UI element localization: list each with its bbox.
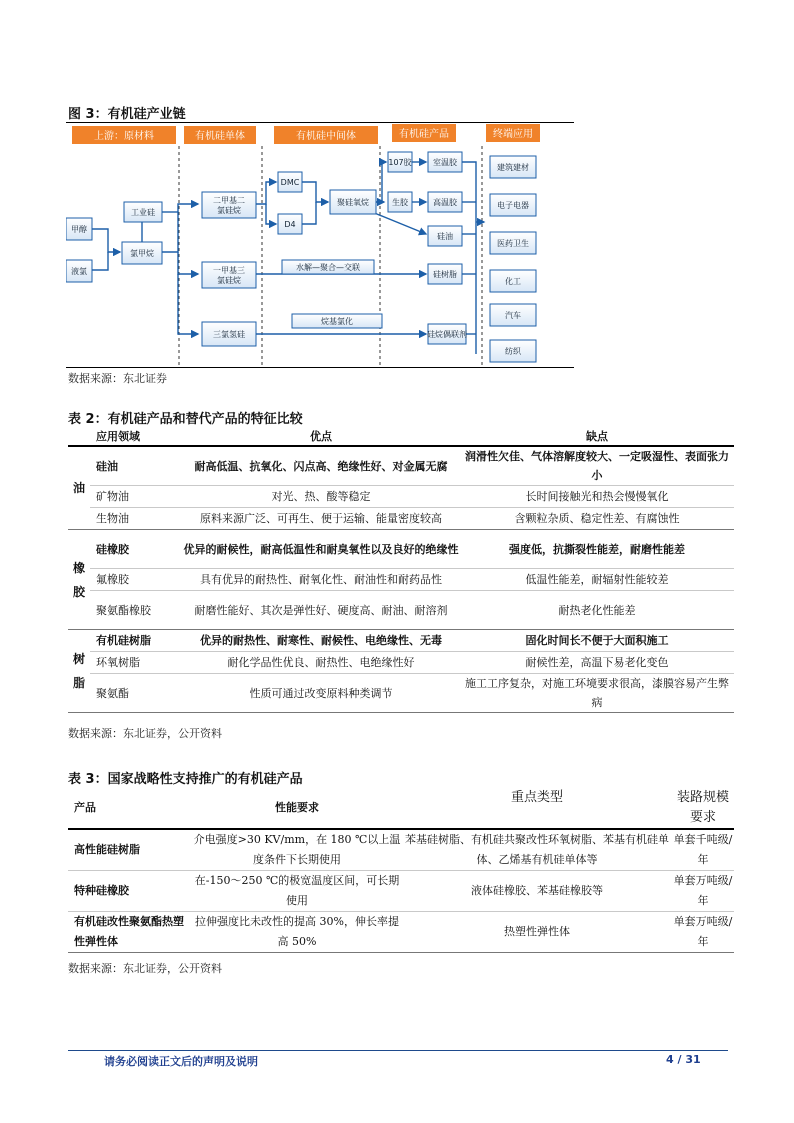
table-row: 矿物油 对光、热、酸等稳定 长时间接触光和热会慢慢氧化: [68, 486, 734, 508]
footer-divider: [68, 1050, 728, 1051]
svg-text:聚硅氧烷: 聚硅氧烷: [337, 198, 369, 207]
svg-text:107胶: 107胶: [388, 158, 412, 167]
table-row: 高性能硅树脂 介电强度>30 KV/mm，在 180 ℃以上温度条件下长期使用 苯基硅树脂、有机硅共聚改性环氧树脂、苯基有机硅单体、乙烯基有机硅单体等 单套千吨级/年: [68, 829, 734, 871]
stage-header-raw-text: 上游：原材料: [94, 131, 154, 142]
svg-text:硅烷偶联剂: 硅烷偶联剂: [427, 330, 467, 339]
svg-text:电子电器: 电子电器: [497, 201, 529, 210]
group-label-oil: 油: [68, 446, 90, 530]
strategic-products-table: [68, 788, 734, 953]
group-label-resin: 树脂: [68, 630, 90, 713]
comparison-table: [68, 428, 734, 713]
svg-text:烷基氯化: 烷基氯化: [321, 317, 353, 326]
table3-source: 数据来源：东北证券，公开资料: [68, 962, 222, 975]
table-row: 橡胶 硅橡胶 优异的耐候性，耐高低温性和耐臭氧性以及良好的绝缘性 强度低，抗撕裂性能差，耐磨性能差: [68, 530, 734, 569]
stage-header-terminal-text: 终端应用: [493, 129, 533, 140]
svg-text:氯硅烷: 氯硅烷: [217, 206, 241, 215]
svg-text:化工: 化工: [505, 277, 521, 286]
page-number: 4 / 31: [666, 1053, 701, 1066]
svg-text:三氯氢硅: 三氯氢硅: [213, 330, 245, 339]
header-field: 应用领域: [90, 428, 182, 446]
table-header-row: 产品 性能要求 重点类型 装路规模要求: [68, 788, 734, 829]
table-row: 特种硅橡胶 在-150～250 ℃的极宽温度区间，可长期使用 液体硅橡胶、苯基硅橡胶等 单套万吨级/年: [68, 871, 734, 912]
footer-disclaimer: 请务必阅读正文后的声明及说明: [104, 1055, 258, 1068]
svg-text:生胶: 生胶: [392, 198, 408, 207]
figure-source: 数据来源：东北证券: [68, 372, 167, 385]
svg-text:二甲基二: 二甲基二: [213, 196, 245, 205]
group-label-rubber: 橡胶: [68, 530, 90, 630]
header-pros: 优点: [182, 428, 460, 446]
table-row: 生物油 原料来源广泛、可再生、便于运输、能量密度较高 含颗粒杂质、稳定性差、有腐蚀性: [68, 508, 734, 530]
svg-text:硅树脂: 硅树脂: [433, 270, 457, 279]
svg-text:纺织: 纺织: [505, 347, 521, 356]
svg-text:高温胶: 高温胶: [433, 198, 457, 207]
stage-header-product-text: 有机硅产品: [399, 129, 449, 140]
table-row: 有机硅改性聚氨酯热塑性弹性体 拉伸强度比未改性的提高 30%，伸长率提高 50% 热塑性弹性体 单套万吨级/年: [68, 912, 734, 953]
table3-caption: 表 3：国家战略性支持推广的有机硅产品: [68, 772, 303, 787]
table-row: 氟橡胶 具有优异的耐热性、耐氧化性、耐油性和耐药品性 低温性能差，耐辐射性能较差: [68, 569, 734, 591]
table-row: 聚氨酯橡胶 耐磨性能好、其次是弹性好、硬度高、耐油、耐溶剂 耐热老化性能差: [68, 591, 734, 630]
svg-text:医药卫生: 医药卫生: [497, 239, 529, 248]
svg-text:氯甲烷: 氯甲烷: [130, 249, 154, 258]
svg-text:DMC: DMC: [280, 178, 300, 187]
svg-text:汽车: 汽车: [505, 311, 521, 320]
table-header-row: [68, 428, 734, 446]
svg-text:水解—聚合—交联: 水解—聚合—交联: [296, 263, 360, 272]
svg-text:工业硅: 工业硅: [131, 208, 155, 217]
stage-header-monomer-text: 有机硅单体: [195, 131, 245, 142]
industry-chain-diagram: [66, 122, 574, 368]
table-row: 环氧树脂 耐化学品性优良、耐热性、电绝缘性好 耐候性差，高温下易老化变色: [68, 652, 734, 674]
svg-text:D4: D4: [284, 220, 296, 229]
table-row: 树脂 有机硅树脂 优异的耐热性、耐寒性、耐候性、电绝缘性、无毒 固化时间长不便于大面积施工: [68, 630, 734, 652]
table2-caption: 表 2：有机硅产品和替代产品的特征比较: [68, 412, 303, 427]
svg-text:一甲基三: 一甲基三: [213, 266, 245, 275]
svg-text:液氯: 液氯: [71, 267, 87, 276]
figure-caption: 图 3：有机硅产业链: [68, 107, 186, 122]
svg-text:硅油: 硅油: [437, 232, 453, 241]
header-cons: 缺点: [460, 428, 734, 446]
table-row: 油 硅油 耐高低温、抗氧化、闪点高、绝缘性好、对金属无腐 润滑性欠佳、气体溶解度较大、一定吸湿性、表面张力小: [68, 446, 734, 486]
svg-text:建筑建材: 建筑建材: [497, 163, 529, 172]
stage-headers: [72, 124, 540, 144]
svg-text:氯硅烷: 氯硅烷: [217, 276, 241, 285]
stage-header-intermediate-text: 有机硅中间体: [296, 131, 356, 142]
svg-text:室温胶: 室温胶: [433, 158, 457, 167]
table-row: 聚氨酯 性质可通过改变原料种类调节 施工工序复杂，对施工环境要求很高，漆膜容易产生弊病: [68, 674, 734, 713]
svg-text:甲醇: 甲醇: [71, 225, 87, 234]
table2-source: 数据来源：东北证券，公开资料: [68, 727, 222, 740]
